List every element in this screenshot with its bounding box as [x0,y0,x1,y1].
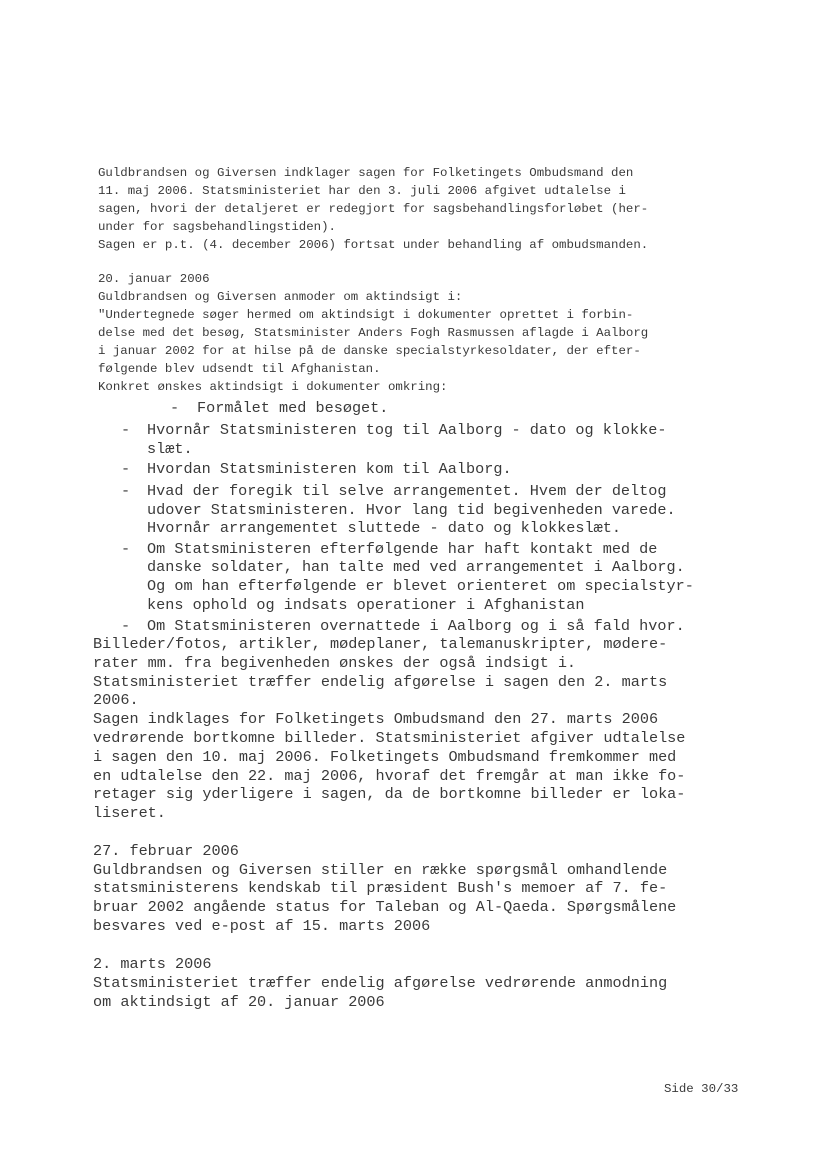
text-line: Om Statsministeren overnattede i Aalborg og i så fald hvor. [147,617,685,635]
dash-marker: - [121,540,131,558]
text-line: Sagen er p.t. (4. december 2006) fortsat under behandling af ombudsmanden. [98,238,649,252]
text-line: vedrørende bortkomne billeder. Statsministeriet afgiver udtalelse [93,729,686,747]
text-line: Konkret ønskes aktindsigt i dokumenter omkring: [98,380,448,394]
text-line: Sagen indklages for Folketingets Ombudsmand den 27. marts 2006 [93,710,659,728]
text-line: Og om han efterfølgende er blevet orienteret om specialstyr- [147,577,694,595]
text-line: Om Statsministeren efterfølgende har haft kontakt med de [147,540,658,558]
text-line: Hvad der foregik til selve arrangementet. Hvem der deltog [147,482,667,500]
text-line: liseret. [93,804,166,822]
text-line: i sagen den 10. maj 2006. Folketingets Ombudsmand fremkommer med [93,748,677,766]
dash-marker: - [121,482,131,500]
dash-marker: - [121,617,131,635]
text-line: "Undertegnede søger hermed om aktindsigt i dokumenter oprettet i forbin- [98,308,634,322]
section-date: 27. februar 2006 [93,842,239,860]
text-line: bruar 2002 angående status for Taleban og Al-Qaeda. Spørgsmålene [93,898,677,916]
text-line: Guldbrandsen og Giversen stiller en række spørgsmål omhandlende [93,861,668,879]
dash-marker: - [170,399,180,417]
text-line: 2006. [93,691,139,709]
section-date: 2. marts 2006 [93,955,212,973]
text-line: Guldbrandsen og Giversen anmoder om aktindsigt i: [98,290,463,304]
text-line: Hvordan Statsministeren kom til Aalborg. [147,460,512,478]
text-line: en udtalelse den 22. maj 2006, hvoraf det fremgår at man ikke fo- [93,767,686,785]
text-line: rater mm. fra begivenheden ønskes der også indsigt i. [93,654,577,672]
text-line: kens ophold og indsats operationer i Afghanistan [147,596,585,614]
text-line: slæt. [147,440,193,458]
text-line: besvares ved e-post af 15. marts 2006 [93,917,431,935]
text-line: Hvornår arrangementet sluttede - dato og klokkeslæt. [147,519,621,537]
text-line: Billeder/fotos, artikler, mødeplaner, talemanuskripter, mødere- [93,635,668,653]
text-line: Statsministeriet træffer endelig afgørelse vedrørende anmodning [93,974,668,992]
text-line: statsministerens kendskab til præsident Bush's memoer af 7. fe- [93,879,668,897]
text-line: Formålet med besøget. [197,399,389,417]
text-line: sagen, hvori der detaljeret er redegjort for sagsbehandlingsforløbet (her- [98,202,649,216]
text-line: under for sagsbehandlingstiden). [98,220,336,234]
text-line: følgende blev udsendt til Afghanistan. [98,362,381,376]
text-line: delse med det besøg, Statsminister Anders Fogh Rasmussen aflagde i Aalborg [98,326,649,340]
text-line: om aktindsigt af 20. januar 2006 [93,993,385,1011]
page-number: Side 30/33 [664,1082,739,1096]
text-line: Statsministeriet træffer endelig afgørelse i sagen den 2. marts [93,673,668,691]
text-line: udover Statsministeren. Hvor lang tid begivenheden varede. [147,501,676,519]
dash-marker: - [121,460,131,478]
text-line: Guldbrandsen og Giversen indklager sagen for Folketingets Ombudsmand den [98,166,634,180]
text-line: danske soldater, han talte med ved arrangementet i Aalborg. [147,558,685,576]
dash-marker: - [121,421,131,439]
text-line: i januar 2002 for at hilse på de danske specialstyrkesoldater, der efter- [98,344,641,358]
text-line: retager sig yderligere i sagen, da de bortkomne billeder er loka- [93,785,686,803]
section-date: 20. januar 2006 [98,272,210,286]
text-line: Hvornår Statsministeren tog til Aalborg - dato og klokke- [147,421,667,439]
text-line: 11. maj 2006. Statsministeriet har den 3. juli 2006 afgivet udtalelse i [98,184,626,198]
